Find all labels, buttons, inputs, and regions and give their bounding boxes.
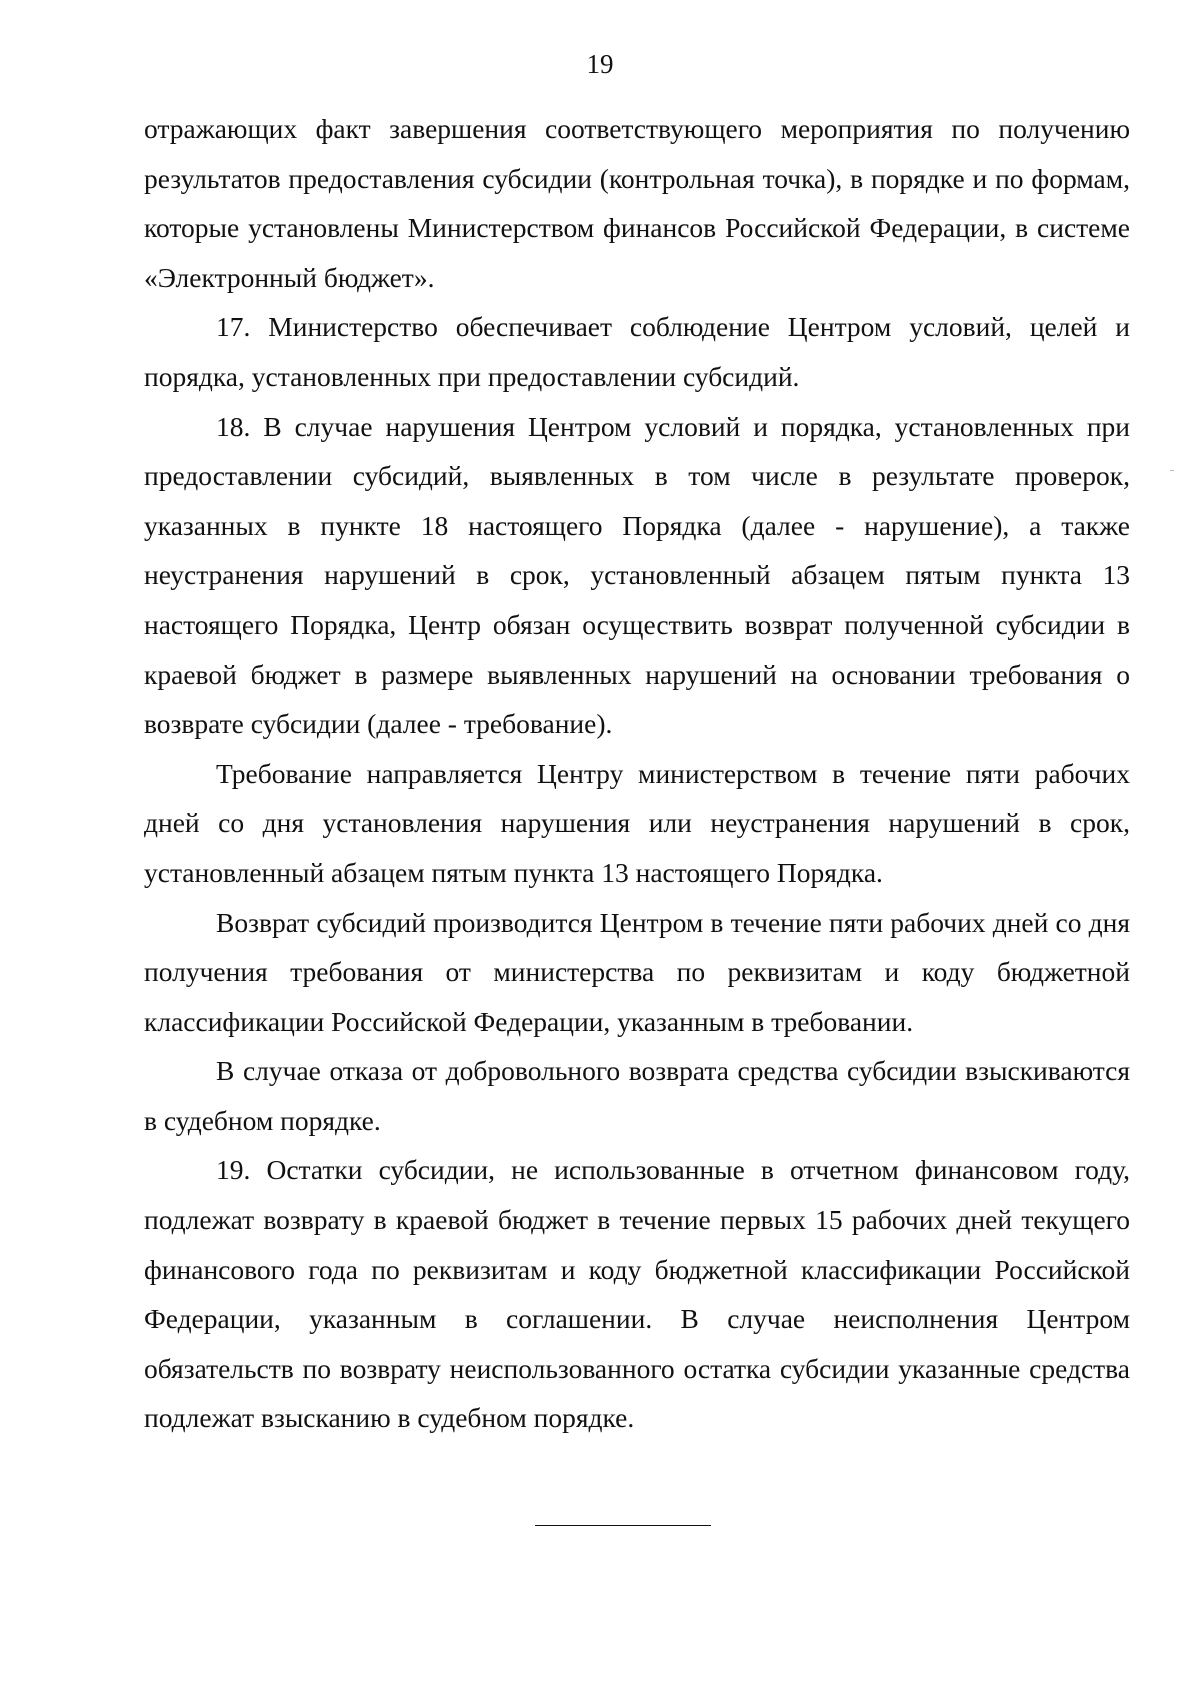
page-number: 19 bbox=[586, 49, 614, 79]
paragraph-item-17: 17. Министерство обеспечивает соблюдение Центром условий, целей и порядка, установленных при предоставлении субсидий. bbox=[144, 311, 1130, 392]
scan-artifact bbox=[1170, 470, 1174, 471]
end-rule bbox=[535, 1525, 711, 1526]
paragraph-continuation: отражающих факт завершения соответствующего мероприятия по получению результатов предоставления субсидии (контрольная точка), в порядке и по формам, которые установлены Министерством финансов Российской Федерации, в системе «Электронный бюджет». bbox=[144, 113, 1130, 293]
paragraph-item-18: 18. В случае нарушения Центром условий и порядка, установленных при предоставлении субсидий, выявленных в том числе в результате проверок, указанных в пункте 18 настоящего Порядка (далее - нарушение), а также неустранения нарушений в срок, установленный абзацем пятым пункта 13 настоящего Порядка, Центр обязан осуществить возврат полученной субсидии в краевой бюджет в размере выявленных нарушений на основании требования о возврате субсидии (далее - требование). bbox=[144, 410, 1130, 740]
paragraph-item-19: 19. Остатки субсидии, не использованные в отчетном финансовом году, подлежат возврату в краевой бюджет в течение первых 15 рабочих дней текущего финансового года по реквизитам и коду бюджетной классификации Российской Федерации, указанным в соглашении. В случае неисполнения Центром обязательств по возврату неиспользованного остатка субсидии указанные средства подлежат взысканию в судебном порядке. bbox=[144, 1154, 1130, 1434]
paragraph-refusal: В случае отказа от добровольного возврата средства субсидии взыскиваются в судебном порядке. bbox=[144, 1055, 1130, 1136]
paragraph-refund: Возврат субсидий производится Центром в течение пяти рабочих дней со дня получения требования от министерства по реквизитам и коду бюджетной классификации Российской Федерации, указанным в требовании. bbox=[144, 906, 1130, 1037]
document-body bbox=[144, 104, 1130, 1443]
paragraph-requirement: Требование направляется Центру министерством в течение пяти рабочих дней со дня установления нарушения или неустранения нарушений в срок, установленный абзацем пятым пункта 13 настоящего Порядка. bbox=[144, 757, 1130, 888]
